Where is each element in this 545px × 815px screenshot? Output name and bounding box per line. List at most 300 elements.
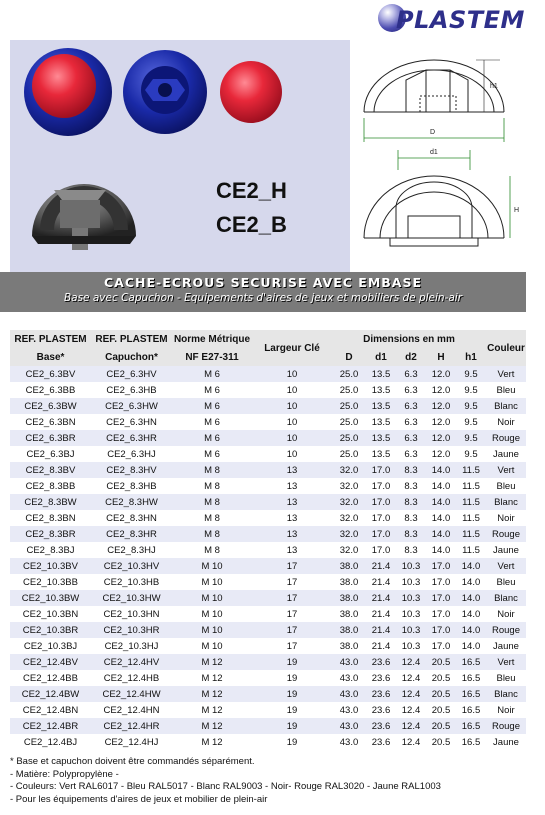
- table-cell: CE2_8.3BW: [10, 494, 91, 510]
- table-cell: 10: [252, 366, 332, 382]
- table-row: [10, 686, 526, 702]
- table-cell: CE2_12.4HN: [91, 702, 172, 718]
- table-cell: 16.5: [456, 734, 486, 750]
- table-cell: M 10: [172, 606, 252, 622]
- table-cell: Jaune: [486, 542, 526, 558]
- table-cell: 32.0: [332, 542, 366, 558]
- table-cell: 17.0: [366, 526, 396, 542]
- table-cell: M 12: [172, 686, 252, 702]
- table-cell: CE2_10.3HW: [91, 590, 172, 606]
- table-cell: 12.0: [426, 446, 456, 462]
- table-cell: 43.0: [332, 654, 366, 670]
- table-cell: 9.5: [456, 398, 486, 414]
- table-cell: 38.0: [332, 622, 366, 638]
- table-row: [10, 446, 526, 462]
- table-cell: Noir: [486, 606, 526, 622]
- table-cell: Noir: [486, 414, 526, 430]
- table-cell: 10: [252, 430, 332, 446]
- table-cell: 16.5: [456, 686, 486, 702]
- product-code-b: CE2_B: [216, 212, 287, 237]
- table-cell: Bleu: [486, 478, 526, 494]
- table-cell: 16.5: [456, 654, 486, 670]
- col-header-ref-cap-sub: Capuchon*: [91, 348, 172, 366]
- table-cell: 17.0: [366, 462, 396, 478]
- table-cell: 23.6: [366, 654, 396, 670]
- table-cell: CE2_8.3HN: [91, 510, 172, 526]
- table-cell: 17: [252, 558, 332, 574]
- table-cell: 17.0: [366, 510, 396, 526]
- table-cell: 6.3: [396, 446, 426, 462]
- product-photos: [10, 40, 350, 274]
- table-cell: 21.4: [366, 606, 396, 622]
- table-cell: M 6: [172, 366, 252, 382]
- table-cell: 12.0: [426, 382, 456, 398]
- table-cell: 19: [252, 654, 332, 670]
- table-cell: 14.0: [456, 574, 486, 590]
- table-cell: M 6: [172, 430, 252, 446]
- table-cell: 9.5: [456, 446, 486, 462]
- table-cell: 11.5: [456, 526, 486, 542]
- table-cell: 14.0: [456, 590, 486, 606]
- table-cell: CE2_10.3BJ: [10, 638, 91, 654]
- table-cell: 23.6: [366, 686, 396, 702]
- table-cell: 9.5: [456, 382, 486, 398]
- table-cell: CE2_12.4HV: [91, 654, 172, 670]
- table-cell: 12.0: [426, 398, 456, 414]
- table-cell: 13.5: [366, 414, 396, 430]
- table-cell: CE2_8.3HJ: [91, 542, 172, 558]
- product-hero: [10, 40, 526, 274]
- table-cell: M 8: [172, 478, 252, 494]
- table-row: [10, 670, 526, 686]
- table-cell: 13.5: [366, 446, 396, 462]
- table-cell: 12.4: [396, 670, 426, 686]
- table-cell: 43.0: [332, 718, 366, 734]
- table-cell: M 12: [172, 702, 252, 718]
- table-cell: CE2_10.3BW: [10, 590, 91, 606]
- table-cell: 6.3: [396, 430, 426, 446]
- table-cell: CE2_6.3BV: [10, 366, 91, 382]
- table-cell: 43.0: [332, 686, 366, 702]
- table-cell: M 8: [172, 542, 252, 558]
- table-cell: 17.0: [426, 558, 456, 574]
- table-cell: 12.0: [426, 366, 456, 382]
- table-cell: Noir: [486, 702, 526, 718]
- table-cell: CE2_10.3BB: [10, 574, 91, 590]
- table-cell: Jaune: [486, 638, 526, 654]
- red-cap-photo: [220, 61, 282, 123]
- table-cell: 19: [252, 702, 332, 718]
- table-cell: 21.4: [366, 590, 396, 606]
- table-cell: 10.3: [396, 638, 426, 654]
- table-cell: M 8: [172, 462, 252, 478]
- col-header-ref-cap: REF. PLASTEM: [91, 330, 172, 348]
- table-cell: 20.5: [426, 702, 456, 718]
- table-cell: Vert: [486, 558, 526, 574]
- table-cell: Vert: [486, 654, 526, 670]
- table-cell: 32.0: [332, 510, 366, 526]
- table-row: [10, 398, 526, 414]
- table-cell: 38.0: [332, 574, 366, 590]
- specification-table-body: [10, 366, 526, 750]
- specification-table: [10, 330, 526, 750]
- table-cell: CE2_6.3BN: [10, 414, 91, 430]
- table-cell: CE2_12.4HR: [91, 718, 172, 734]
- table-cell: 6.3: [396, 366, 426, 382]
- table-row: [10, 702, 526, 718]
- table-cell: 43.0: [332, 702, 366, 718]
- table-cell: 10: [252, 382, 332, 398]
- table-cell: CE2_10.3BR: [10, 622, 91, 638]
- table-cell: 38.0: [332, 558, 366, 574]
- table-cell: 17: [252, 638, 332, 654]
- table-row: [10, 430, 526, 446]
- table-cell: Jaune: [486, 446, 526, 462]
- table-cell: 17.0: [426, 622, 456, 638]
- table-cell: 17.0: [366, 478, 396, 494]
- table-cell: Blanc: [486, 494, 526, 510]
- table-cell: 17.0: [366, 542, 396, 558]
- table-cell: Bleu: [486, 382, 526, 398]
- table-row: [10, 590, 526, 606]
- table-cell: 10: [252, 446, 332, 462]
- table-cell: 8.3: [396, 462, 426, 478]
- table-cell: 17.0: [426, 638, 456, 654]
- col-header-dimensions: Dimensions en mm: [332, 330, 486, 348]
- table-cell: M 10: [172, 574, 252, 590]
- table-cell: 17.0: [426, 574, 456, 590]
- table-cell: M 12: [172, 718, 252, 734]
- table-cell: M 10: [172, 638, 252, 654]
- table-row: [10, 654, 526, 670]
- table-cell: 14.0: [426, 494, 456, 510]
- table-cell: CE2_6.3HN: [91, 414, 172, 430]
- table-cell: CE2_6.3HV: [91, 366, 172, 382]
- table-row: [10, 718, 526, 734]
- table-row: [10, 478, 526, 494]
- col-header-H: H: [426, 348, 456, 366]
- col-header-norme-sub: NF E27-311: [172, 348, 252, 366]
- technical-drawings: [350, 40, 526, 274]
- table-cell: 11.5: [456, 494, 486, 510]
- table-cell: CE2_6.3BJ: [10, 446, 91, 462]
- table-cell: CE2_8.3HB: [91, 478, 172, 494]
- table-cell: 6.3: [396, 398, 426, 414]
- table-cell: M 8: [172, 510, 252, 526]
- product-code-h: CE2_H: [216, 178, 287, 203]
- table-row: [10, 414, 526, 430]
- table-cell: CE2_12.4BB: [10, 670, 91, 686]
- table-cell: Rouge: [486, 622, 526, 638]
- table-row: [10, 462, 526, 478]
- table-cell: 10.3: [396, 558, 426, 574]
- table-row: [10, 494, 526, 510]
- table-cell: CE2_8.3HR: [91, 526, 172, 542]
- table-cell: 11.5: [456, 542, 486, 558]
- table-cell: Noir: [486, 510, 526, 526]
- table-cell: 23.6: [366, 718, 396, 734]
- label-d1: d1: [430, 149, 438, 156]
- table-cell: 9.5: [456, 430, 486, 446]
- table-cell: 13: [252, 494, 332, 510]
- table-cell: 12.4: [396, 654, 426, 670]
- table-cell: 43.0: [332, 734, 366, 750]
- table-cell: CE2_12.4BV: [10, 654, 91, 670]
- table-cell: CE2_6.3BW: [10, 398, 91, 414]
- note-order-separately: * Base et capuchon doivent être commandés séparément.: [10, 756, 255, 767]
- col-header-d1: d1: [366, 348, 396, 366]
- table-cell: 25.0: [332, 398, 366, 414]
- table-cell: M 10: [172, 590, 252, 606]
- table-cell: M 12: [172, 734, 252, 750]
- table-row: [10, 366, 526, 382]
- table-cell: 25.0: [332, 430, 366, 446]
- col-header-norme: Norme Métrique: [172, 330, 252, 348]
- table-cell: CE2_10.3HN: [91, 606, 172, 622]
- table-cell: 20.5: [426, 686, 456, 702]
- table-cell: 10: [252, 398, 332, 414]
- table-cell: 10.3: [396, 574, 426, 590]
- table-row: [10, 606, 526, 622]
- table-cell: 25.0: [332, 366, 366, 382]
- table-cell: Blanc: [486, 686, 526, 702]
- table-cell: 23.6: [366, 734, 396, 750]
- table-cell: 17: [252, 606, 332, 622]
- table-cell: 12.4: [396, 702, 426, 718]
- table-cell: 20.5: [426, 654, 456, 670]
- table-cell: 25.0: [332, 414, 366, 430]
- table-cell: 21.4: [366, 558, 396, 574]
- table-cell: CE2_8.3BB: [10, 478, 91, 494]
- dimension-drawing: [350, 40, 526, 274]
- col-header-largeur: Largeur Clé: [252, 330, 332, 366]
- table-cell: 17: [252, 574, 332, 590]
- table-cell: 13.5: [366, 366, 396, 382]
- table-cell: 14.0: [456, 622, 486, 638]
- table-cell: 12.4: [396, 734, 426, 750]
- table-cell: 10.3: [396, 606, 426, 622]
- table-cell: CE2_10.3HB: [91, 574, 172, 590]
- table-cell: 25.0: [332, 382, 366, 398]
- table-cell: CE2_12.4BJ: [10, 734, 91, 750]
- table-cell: 23.6: [366, 702, 396, 718]
- table-cell: CE2_8.3BV: [10, 462, 91, 478]
- table-cell: CE2_6.3HJ: [91, 446, 172, 462]
- table-row: [10, 558, 526, 574]
- table-cell: CE2_10.3BN: [10, 606, 91, 622]
- table-cell: 17.0: [366, 494, 396, 510]
- table-cell: 13.5: [366, 430, 396, 446]
- table-cell: Blanc: [486, 590, 526, 606]
- table-cell: Rouge: [486, 526, 526, 542]
- table-cell: 14.0: [456, 638, 486, 654]
- table-cell: 10.3: [396, 590, 426, 606]
- table-cell: M 12: [172, 654, 252, 670]
- table-cell: M 6: [172, 414, 252, 430]
- table-cell: 21.4: [366, 638, 396, 654]
- table-cell: 14.0: [456, 558, 486, 574]
- table-cell: M 6: [172, 382, 252, 398]
- table-cell: 20.5: [426, 670, 456, 686]
- banner-subtitle: Base avec Capuchon - Equipements d'aires de jeux et mobiliers de plein-air: [63, 292, 463, 304]
- table-cell: 14.0: [426, 462, 456, 478]
- table-cell: 17.0: [426, 590, 456, 606]
- table-row: [10, 574, 526, 590]
- table-cell: CE2_8.3BR: [10, 526, 91, 542]
- table-cell: 32.0: [332, 494, 366, 510]
- table-cell: 11.5: [456, 462, 486, 478]
- table-cell: CE2_8.3HW: [91, 494, 172, 510]
- table-cell: 13.5: [366, 398, 396, 414]
- col-header-h1: h1: [456, 348, 486, 366]
- label-D: D: [430, 129, 436, 136]
- table-cell: CE2_6.3BB: [10, 382, 91, 398]
- table-cell: 20.5: [426, 718, 456, 734]
- table-cell: M 8: [172, 526, 252, 542]
- table-cell: CE2_10.3HJ: [91, 638, 172, 654]
- table-cell: Bleu: [486, 574, 526, 590]
- table-cell: 8.3: [396, 526, 426, 542]
- table-cell: Jaune: [486, 734, 526, 750]
- table-cell: CE2_6.3BR: [10, 430, 91, 446]
- title-banner: [0, 272, 526, 312]
- table-cell: 16.5: [456, 670, 486, 686]
- table-cell: CE2_12.4HB: [91, 670, 172, 686]
- table-cell: 38.0: [332, 606, 366, 622]
- table-cell: 10.3: [396, 622, 426, 638]
- table-cell: Rouge: [486, 718, 526, 734]
- table-cell: 13: [252, 478, 332, 494]
- table-cell: 23.6: [366, 670, 396, 686]
- table-cell: 17.0: [426, 606, 456, 622]
- table-cell: Blanc: [486, 398, 526, 414]
- table-cell: 8.3: [396, 510, 426, 526]
- table-cell: CE2_12.4BW: [10, 686, 91, 702]
- col-header-d2: d2: [396, 348, 426, 366]
- table-cell: 13: [252, 526, 332, 542]
- table-cell: M 12: [172, 670, 252, 686]
- table-cell: 14.0: [426, 510, 456, 526]
- table-cell: CE2_8.3BN: [10, 510, 91, 526]
- table-row: [10, 734, 526, 750]
- table-cell: 6.3: [396, 382, 426, 398]
- table-cell: 14.0: [426, 526, 456, 542]
- table-cell: 8.3: [396, 542, 426, 558]
- table-cell: 11.5: [456, 510, 486, 526]
- table-row: [10, 542, 526, 558]
- table-cell: 21.4: [366, 574, 396, 590]
- col-header-D: D: [332, 348, 366, 366]
- table-cell: 12.0: [426, 414, 456, 430]
- table-cell: 17: [252, 590, 332, 606]
- table-cell: 6.3: [396, 414, 426, 430]
- table-cell: 13.5: [366, 382, 396, 398]
- table-cell: M 6: [172, 446, 252, 462]
- table-row: [10, 510, 526, 526]
- table-cell: 12.4: [396, 686, 426, 702]
- table-cell: 32.0: [332, 478, 366, 494]
- banner-title: CACHE-ECROUS SECURISE AVEC EMBASE: [104, 275, 422, 290]
- table-cell: 13: [252, 510, 332, 526]
- table-cell: 9.5: [456, 366, 486, 382]
- table-cell: 19: [252, 686, 332, 702]
- table-cell: Bleu: [486, 670, 526, 686]
- table-row: [10, 622, 526, 638]
- table-cell: CE2_10.3HR: [91, 622, 172, 638]
- table-cell: M 10: [172, 558, 252, 574]
- table-cell: 12.0: [426, 430, 456, 446]
- table-row: [10, 382, 526, 398]
- table-cell: 8.3: [396, 478, 426, 494]
- footnotes: [10, 756, 441, 806]
- table-cell: 8.3: [396, 494, 426, 510]
- table-cell: CE2_10.3HV: [91, 558, 172, 574]
- table-cell: CE2_12.4BR: [10, 718, 91, 734]
- table-cell: Rouge: [486, 430, 526, 446]
- col-header-ref-base-sub: Base*: [10, 348, 91, 366]
- table-cell: CE2_10.3BV: [10, 558, 91, 574]
- table-cell: 14.0: [426, 542, 456, 558]
- table-cell: 32.0: [332, 526, 366, 542]
- table-cell: 19: [252, 718, 332, 734]
- cutaway-photo: [32, 184, 136, 250]
- assembled-nut-cover-photo: [24, 48, 112, 136]
- table-cell: 43.0: [332, 670, 366, 686]
- label-h1: h1: [490, 83, 498, 90]
- col-header-ref-base: REF. PLASTEM: [10, 330, 91, 348]
- table-cell: CE2_6.3HW: [91, 398, 172, 414]
- table-cell: CE2_6.3HB: [91, 382, 172, 398]
- table-cell: 13: [252, 542, 332, 558]
- note-material: - Matière: Polypropylène -: [10, 768, 119, 780]
- table-cell: CE2_6.3HR: [91, 430, 172, 446]
- label-H: H: [514, 207, 520, 214]
- table-row: [10, 526, 526, 542]
- table-cell: 16.5: [456, 718, 486, 734]
- table-cell: M 6: [172, 398, 252, 414]
- table-cell: 25.0: [332, 446, 366, 462]
- table-cell: CE2_8.3BJ: [10, 542, 91, 558]
- table-cell: 10: [252, 414, 332, 430]
- table-cell: CE2_8.3HV: [91, 462, 172, 478]
- table-cell: CE2_12.4BN: [10, 702, 91, 718]
- table-cell: 32.0: [332, 462, 366, 478]
- col-header-couleur: Couleur: [486, 330, 526, 366]
- table-cell: M 8: [172, 494, 252, 510]
- table-cell: 14.0: [456, 606, 486, 622]
- blue-base-photo: [123, 50, 207, 134]
- table-cell: 38.0: [332, 590, 366, 606]
- table-row: [10, 638, 526, 654]
- table-cell: 14.0: [426, 478, 456, 494]
- table-cell: 17: [252, 622, 332, 638]
- table-cell: CE2_12.4HW: [91, 686, 172, 702]
- table-cell: Vert: [486, 366, 526, 382]
- table-cell: 11.5: [456, 478, 486, 494]
- table-cell: 12.4: [396, 718, 426, 734]
- table-cell: 19: [252, 734, 332, 750]
- note-usage: - Pour les équipements d'aires de jeux et mobilier de plein-air: [10, 793, 268, 805]
- table-cell: 21.4: [366, 622, 396, 638]
- table-cell: 38.0: [332, 638, 366, 654]
- brand-logo: PLASTEM: [396, 6, 525, 34]
- table-cell: 9.5: [456, 414, 486, 430]
- table-cell: Vert: [486, 462, 526, 478]
- table-cell: CE2_12.4HJ: [91, 734, 172, 750]
- table-cell: 20.5: [426, 734, 456, 750]
- table-cell: 13: [252, 462, 332, 478]
- table-cell: 16.5: [456, 702, 486, 718]
